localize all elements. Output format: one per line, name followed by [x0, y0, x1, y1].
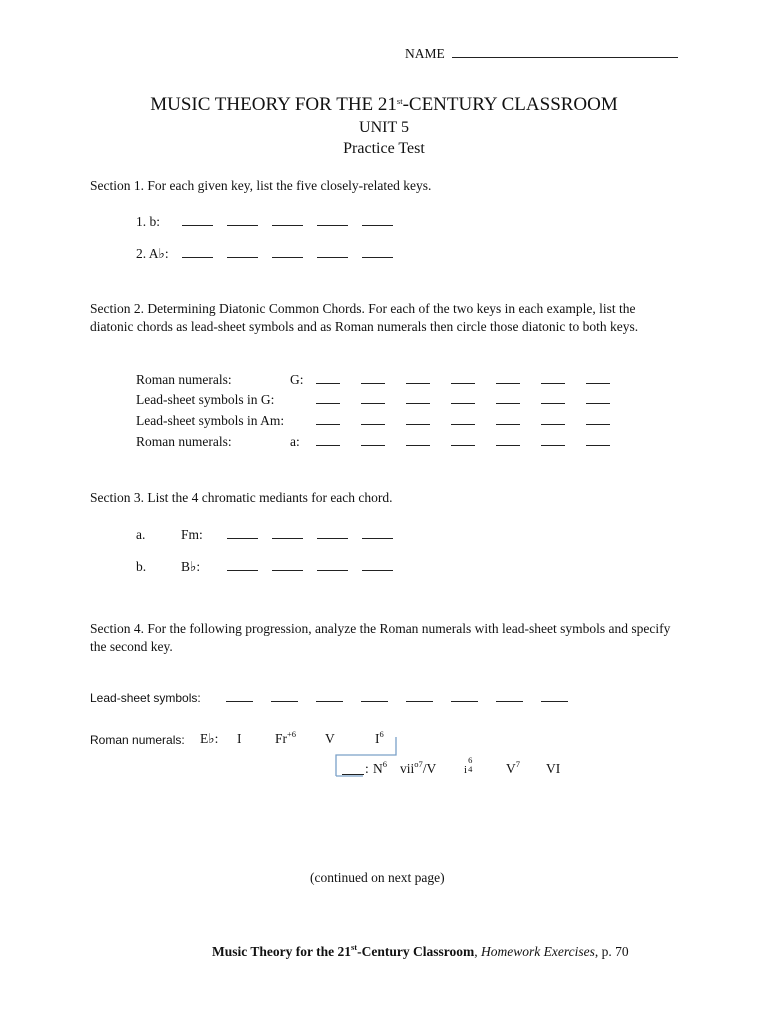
item-letter: b.: [136, 559, 147, 574]
chord-fr-aug6: $Fr^{+6}$: [275, 729, 297, 746]
answer-blank[interactable]: [361, 392, 385, 404]
answer-blank[interactable]: [541, 434, 565, 446]
section2-row-2: [136, 392, 631, 408]
answer-blank[interactable]: [362, 559, 393, 571]
section3-item-b: [136, 559, 407, 575]
item-letter: a.: [136, 527, 146, 542]
answer-blank[interactable]: [361, 413, 385, 425]
answer-blank[interactable]: [361, 434, 385, 446]
chord-VI: VI: [546, 761, 561, 776]
section3-item-a: [136, 527, 407, 543]
chord-V: V: [325, 731, 335, 746]
answer-blank[interactable]: [361, 372, 385, 384]
answer-blank[interactable]: [541, 372, 565, 384]
section3-instruction: Section 3. List the 4 chromatic mediants for each chord.: [90, 490, 393, 505]
answer-blank[interactable]: [271, 690, 298, 702]
section1-item-label: 2. A♭:: [136, 246, 169, 261]
answer-blank[interactable]: [272, 214, 303, 226]
lead-sheet-label: Lead-sheet symbols:: [90, 691, 201, 705]
answer-blank[interactable]: [316, 413, 340, 425]
answer-blank[interactable]: [541, 413, 565, 425]
answer-blank[interactable]: [317, 527, 348, 539]
key-label: E♭:: [200, 731, 219, 746]
roman-numerals-label: Roman numerals:: [90, 733, 185, 747]
row-label: Roman numerals:: [136, 372, 232, 387]
chord-I: I: [237, 731, 242, 746]
row-key: a:: [290, 434, 300, 449]
answer-blank[interactable]: [317, 214, 348, 226]
answer-blank[interactable]: [227, 214, 258, 226]
answer-blank[interactable]: [362, 214, 393, 226]
answer-blank[interactable]: [406, 413, 430, 425]
answer-blank[interactable]: [496, 372, 520, 384]
page-footer: Music Theory for the 21st-Century Classroom, Homework Exercises, p. 70: [212, 942, 629, 959]
answer-blank[interactable]: [316, 434, 340, 446]
answer-blank[interactable]: [586, 413, 610, 425]
answer-blank[interactable]: [227, 527, 258, 539]
section4-instruction: Section 4. For the following progression, analyze the Roman numerals with lead-sheet symbols and specify the second key.: [90, 621, 671, 654]
chord-i64: i 6 4: [464, 755, 473, 776]
subtitle: Practice Test: [343, 140, 425, 157]
second-key-colon: :: [365, 761, 369, 776]
continued-note: (continued on next page): [310, 870, 445, 885]
answer-blank[interactable]: [451, 434, 475, 446]
answer-blank[interactable]: [182, 246, 213, 258]
answer-blank[interactable]: [406, 392, 430, 404]
answer-blank[interactable]: [406, 690, 433, 702]
answer-blank[interactable]: [586, 392, 610, 404]
answer-blank[interactable]: [227, 559, 258, 571]
answer-blank[interactable]: [586, 434, 610, 446]
answer-blank[interactable]: [541, 392, 565, 404]
section2-row-4: [136, 434, 631, 450]
item-chord: B♭:: [181, 559, 201, 574]
chord-N6: $N^6$: [373, 759, 387, 776]
page-title: MUSIC THEORY FOR THE 21st-CENTURY CLASSROOM: [150, 94, 618, 115]
section1-instruction: Section 1. For each given key, list the five closely-related keys.: [90, 178, 432, 193]
chord-vii-o7-of-V: vii$^{o7}$/V: [400, 759, 437, 776]
answer-blank[interactable]: [406, 434, 430, 446]
name-label: NAME: [405, 46, 445, 61]
answer-blank[interactable]: [272, 559, 303, 571]
unit-label: UNIT 5: [359, 119, 409, 136]
answer-blank[interactable]: [496, 392, 520, 404]
answer-blank[interactable]: [226, 690, 253, 702]
answer-blank[interactable]: [496, 434, 520, 446]
row-label: Lead-sheet symbols in G:: [136, 392, 275, 407]
row-label: Lead-sheet symbols in Am:: [136, 413, 285, 428]
section1-item-1: [136, 214, 407, 230]
answer-blank[interactable]: [316, 392, 340, 404]
chord-V7: $V^7$: [506, 759, 520, 776]
answer-blank[interactable]: [182, 214, 213, 226]
answer-blank[interactable]: [272, 246, 303, 258]
answer-blank[interactable]: [451, 392, 475, 404]
section1-item-2: [136, 246, 407, 262]
lead-sheet-row: [90, 690, 586, 706]
item-chord: Fm:: [181, 527, 203, 542]
second-key-row: [340, 755, 600, 783]
answer-blank[interactable]: [361, 690, 388, 702]
row-key: G:: [290, 372, 304, 387]
answer-blank[interactable]: [316, 372, 340, 384]
answer-blank[interactable]: [272, 527, 303, 539]
answer-blank[interactable]: [586, 372, 610, 384]
answer-blank[interactable]: [362, 527, 393, 539]
answer-blank[interactable]: [496, 413, 520, 425]
section2-row-3: [136, 413, 631, 429]
answer-blank[interactable]: [317, 246, 348, 258]
answer-blank[interactable]: [362, 246, 393, 258]
second-key-blank[interactable]: [342, 763, 364, 775]
answer-blank[interactable]: [451, 372, 475, 384]
name-field: [405, 46, 678, 62]
chord-I6: $I^6$: [375, 729, 384, 746]
section2-instruction: Section 2. Determining Diatonic Common Chords. For each of the two keys in each example, list the diatonic chords as lead-sheet symbols and as Roman numerals then circle those diatonic to both keys.: [90, 301, 639, 334]
answer-blank[interactable]: [406, 372, 430, 384]
answer-blank[interactable]: [451, 413, 475, 425]
answer-blank[interactable]: [496, 690, 523, 702]
answer-blank[interactable]: [451, 690, 478, 702]
section1-item-label: 1. b:: [136, 214, 161, 229]
name-blank[interactable]: [452, 46, 678, 58]
answer-blank[interactable]: [541, 690, 568, 702]
row-label: Roman numerals:: [136, 434, 232, 449]
answer-blank[interactable]: [317, 559, 348, 571]
answer-blank[interactable]: [227, 246, 258, 258]
answer-blank[interactable]: [316, 690, 343, 702]
section2-row-1: [136, 372, 631, 388]
